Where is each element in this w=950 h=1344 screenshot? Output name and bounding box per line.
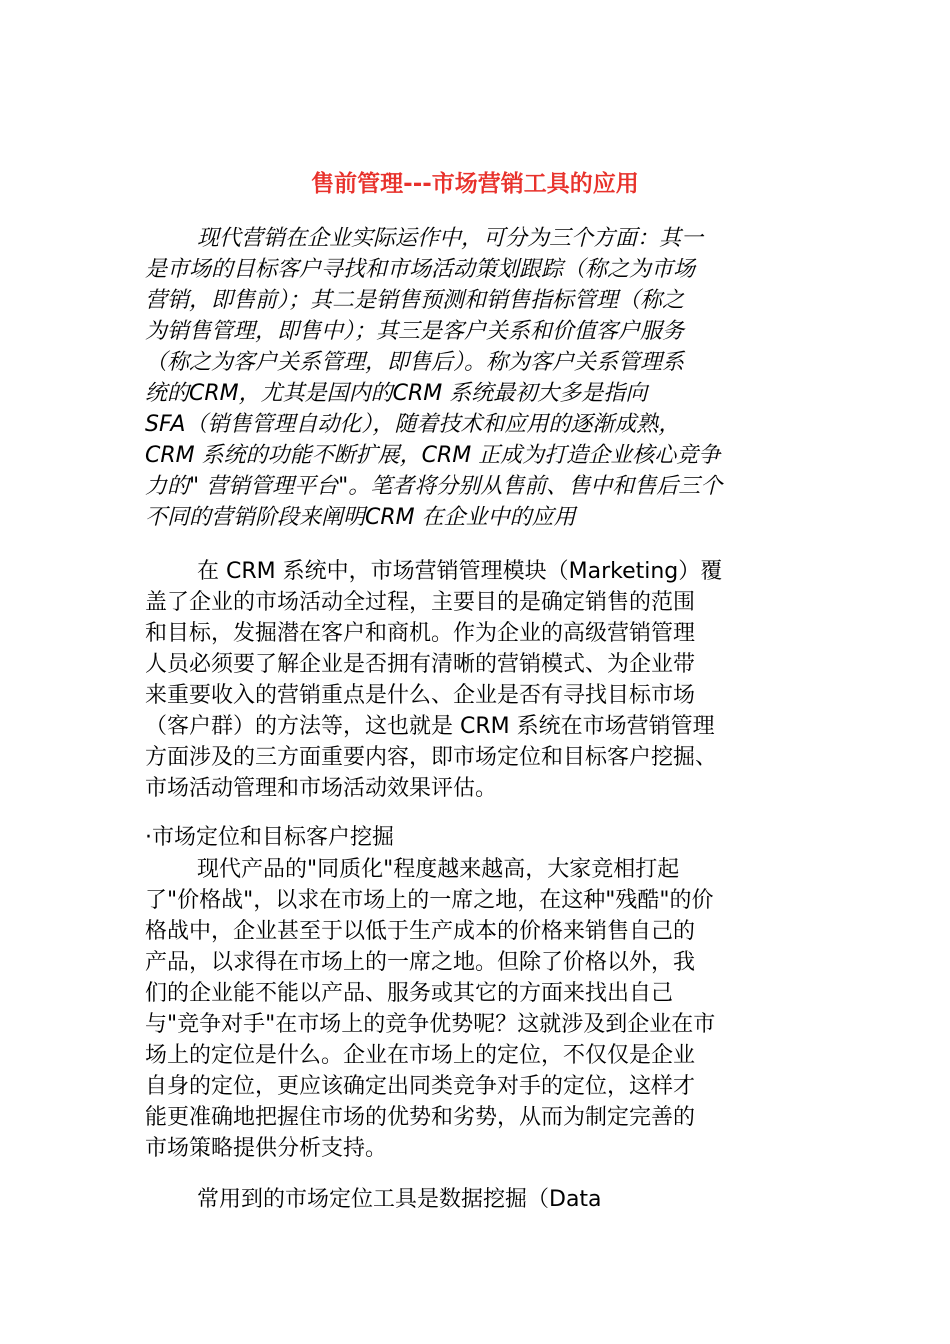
paragraph-line: 能更准确地把握住市场的优势和劣势，从而为制定完善的 <box>145 1105 696 1130</box>
paragraph-line: （客户群）的方法等，这也就是 CRM 系统在市场营销管理 <box>145 714 715 739</box>
document-title: 售前管理---市场营销工具的应用 <box>311 171 639 197</box>
market-positioning-paragraph <box>145 854 825 1164</box>
paragraph-line: 现代产品的"同质化"程度越来越高，大家竞相打起 <box>197 857 680 882</box>
paragraph-line: 自身的定位，更应该确定出同类竞争对手的定位，这样才 <box>145 1074 696 1099</box>
paragraph-line: 人员必须要了解企业是否拥有清晰的营销模式、为企业带 <box>145 652 696 677</box>
paragraph-line: 市场活动管理和市场活动效果评估。 <box>145 776 498 801</box>
paragraph-line: 场上的定位是什么。企业在市场上的定位，不仅仅是企业 <box>145 1043 696 1068</box>
paragraph-line: 力的" 营销管理平台"。笔者将分别从售前、售中和售后三个 <box>145 474 723 499</box>
crm-marketing-paragraph <box>145 556 825 804</box>
paragraph-line: 统的CRM，尤其是国内的CRM 系统最初大多是指向 <box>145 381 648 406</box>
intro-paragraph <box>145 223 825 533</box>
paragraph-line: SFA（销售管理自动化），随着技术和应用的逐渐成熟， <box>145 412 681 437</box>
paragraph-line: 们的企业能不能以产品、服务或其它的方面来找出自己 <box>145 981 674 1006</box>
paragraph-line: 和目标，发掘潜在客户和商机。作为企业的高级营销管理 <box>145 621 696 646</box>
positioning-tools-paragraph <box>145 1184 825 1215</box>
section-heading <box>145 822 825 853</box>
paragraph-line: 盖了企业的市场活动全过程，主要目的是确定销售的范围 <box>145 590 696 615</box>
paragraph-line: 产品，以求得在市场上的一席之地。但除了价格以外，我 <box>145 950 696 975</box>
paragraph-line: 格战中，企业甚至于以低于生产成本的价格来销售自己的 <box>145 919 696 944</box>
paragraph-line: 方面涉及的三方面重要内容，即市场定位和目标客户挖掘、 <box>145 745 718 770</box>
paragraph-line: 营销，即售前）；其二是销售预测和销售指标管理（称之 <box>145 288 685 313</box>
paragraph-line: 是市场的目标客户寻找和市场活动策划跟踪（称之为市场 <box>145 257 696 282</box>
paragraph-line: 市场策略提供分析支持。 <box>145 1136 388 1161</box>
paragraph-line: 现代营销在企业实际运作中，可分为三个方面：其一 <box>197 226 704 251</box>
paragraph-line: 与"竞争对手"在市场上的竞争优势呢？这就涉及到企业在市 <box>145 1012 716 1037</box>
paragraph-line: 来重要收入的营销重点是什么、企业是否有寻找目标市场 <box>145 683 696 708</box>
paragraph-line: CRM 系统的功能不断扩展，CRM 正成为打造企业核心竞争 <box>145 443 721 468</box>
paragraph-line: 了"价格战"，以求在市场上的一席之地，在这种"残酷"的价 <box>145 888 714 913</box>
paragraph-line: 在 CRM 系统中，市场营销管理模块（Marketing）覆 <box>197 559 723 584</box>
paragraph-line: 常用到的市场定位工具是数据挖掘（Data <box>197 1187 602 1212</box>
section-heading-text: ·市场定位和目标客户挖掘 <box>145 825 394 850</box>
paragraph-line: 不同的营销阶段来阐明CRM 在企业中的应用 <box>145 505 576 530</box>
paragraph-line: （称之为客户关系管理，即售后）。称为客户关系管理系 <box>145 350 685 375</box>
paragraph-line: 为销售管理，即售中）；其三是客户关系和价值客户服务 <box>145 319 685 344</box>
